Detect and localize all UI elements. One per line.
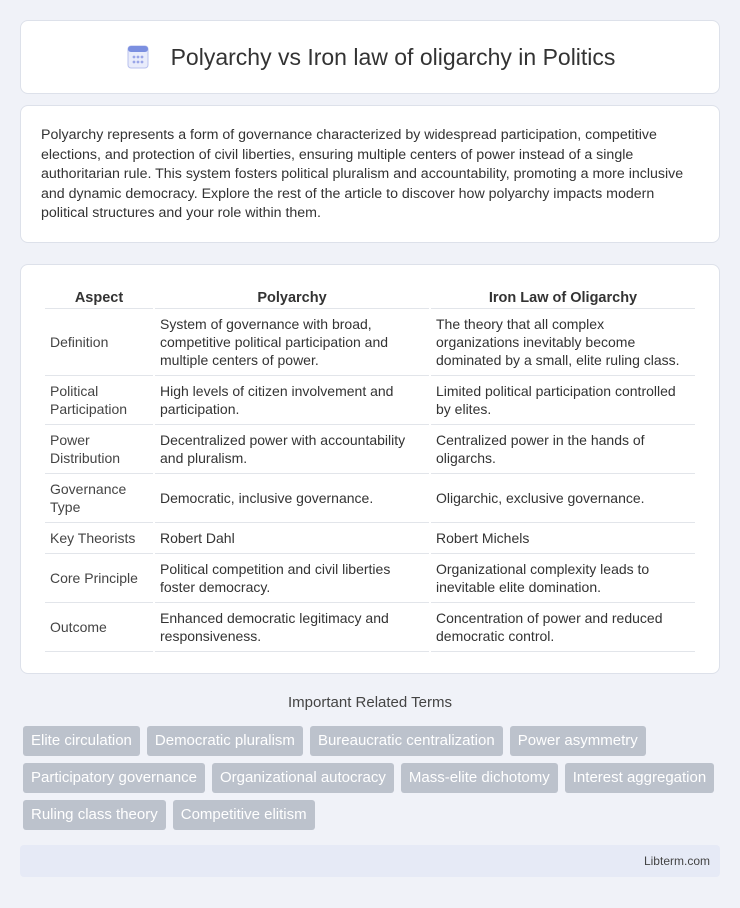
header-aspect: Aspect: [45, 285, 153, 309]
related-terms-title: Important Related Terms: [288, 694, 452, 711]
row-iron-law: Robert Michels: [431, 523, 695, 554]
intro-card: [20, 105, 720, 243]
row-iron-law: Centralized power in the hands of oligarchs.: [431, 425, 695, 474]
related-terms-list: [23, 726, 723, 830]
term-tag[interactable]: Organizational autocracy: [212, 763, 394, 793]
row-iron-law: Oligarchic, exclusive governance.: [431, 474, 695, 523]
row-polyarchy: Decentralized power with accountability and pluralism.: [155, 425, 429, 474]
header-iron-law: Iron Law of Oligarchy: [431, 285, 695, 309]
term-tag[interactable]: Power asymmetry: [510, 726, 646, 756]
term-tag[interactable]: Competitive elitism: [173, 800, 315, 830]
row-aspect: Key Theorists: [45, 523, 153, 554]
table-row: [45, 474, 695, 523]
table-row: [45, 554, 695, 603]
term-tag[interactable]: Bureaucratic centralization: [310, 726, 503, 756]
row-iron-law: Limited political participation controlled by elites.: [431, 376, 695, 425]
row-polyarchy: Democratic, inclusive governance.: [155, 474, 429, 523]
table-header-row: [45, 285, 695, 309]
comparison-table-card: [20, 264, 720, 674]
footer: [20, 845, 720, 877]
title-card: [20, 20, 720, 94]
row-aspect: Definition: [45, 309, 153, 376]
intro-text: Polyarchy represents a form of governance characterized by widespread participation, competitive elections, and protection of civil liberties, ensuring multiple centers of power instead of a single authoritarian rule. This system fosters political pluralism and accountability, promoting a more inclusive and dynamic democracy. Explore the rest of the article to discover how polyarchy impacts modern political structures and your role within them.: [41, 127, 684, 222]
table-row: [45, 376, 695, 425]
document-icon: [125, 44, 151, 70]
row-aspect: Power Distribution: [45, 425, 153, 474]
table-row: [45, 603, 695, 652]
row-aspect: Outcome: [45, 603, 153, 652]
table-row: [45, 523, 695, 554]
term-tag[interactable]: Elite circulation: [23, 726, 140, 756]
row-aspect: Core Principle: [45, 554, 153, 603]
page-title: Polyarchy vs Iron law of oligarchy in Politics: [170, 43, 616, 70]
comparison-table: [43, 285, 697, 652]
row-aspect: Governance Type: [45, 474, 153, 523]
table-row: [45, 425, 695, 474]
row-polyarchy: Enhanced democratic legitimacy and responsiveness.: [155, 603, 429, 652]
term-tag[interactable]: Participatory governance: [23, 763, 205, 793]
term-tag[interactable]: Democratic pluralism: [147, 726, 303, 756]
row-iron-law: Organizational complexity leads to inevitable elite domination.: [431, 554, 695, 603]
row-polyarchy: System of governance with broad, competitive political participation and multiple centers of power.: [155, 309, 429, 376]
footer-site-link[interactable]: Libterm.com: [643, 854, 710, 868]
term-tag[interactable]: Interest aggregation: [565, 763, 714, 793]
row-polyarchy: Robert Dahl: [155, 523, 429, 554]
row-polyarchy: High levels of citizen involvement and participation.: [155, 376, 429, 425]
row-polyarchy: Political competition and civil liberties foster democracy.: [155, 554, 429, 603]
row-iron-law: The theory that all complex organizations inevitably become dominated by a small, elite ruling class.: [431, 309, 695, 376]
term-tag[interactable]: Mass-elite dichotomy: [401, 763, 558, 793]
table-row: [45, 309, 695, 376]
row-aspect: Political Participation: [45, 376, 153, 425]
row-iron-law: Concentration of power and reduced democratic control.: [431, 603, 695, 652]
term-tag[interactable]: Ruling class theory: [23, 800, 166, 830]
header-polyarchy: Polyarchy: [155, 285, 429, 309]
